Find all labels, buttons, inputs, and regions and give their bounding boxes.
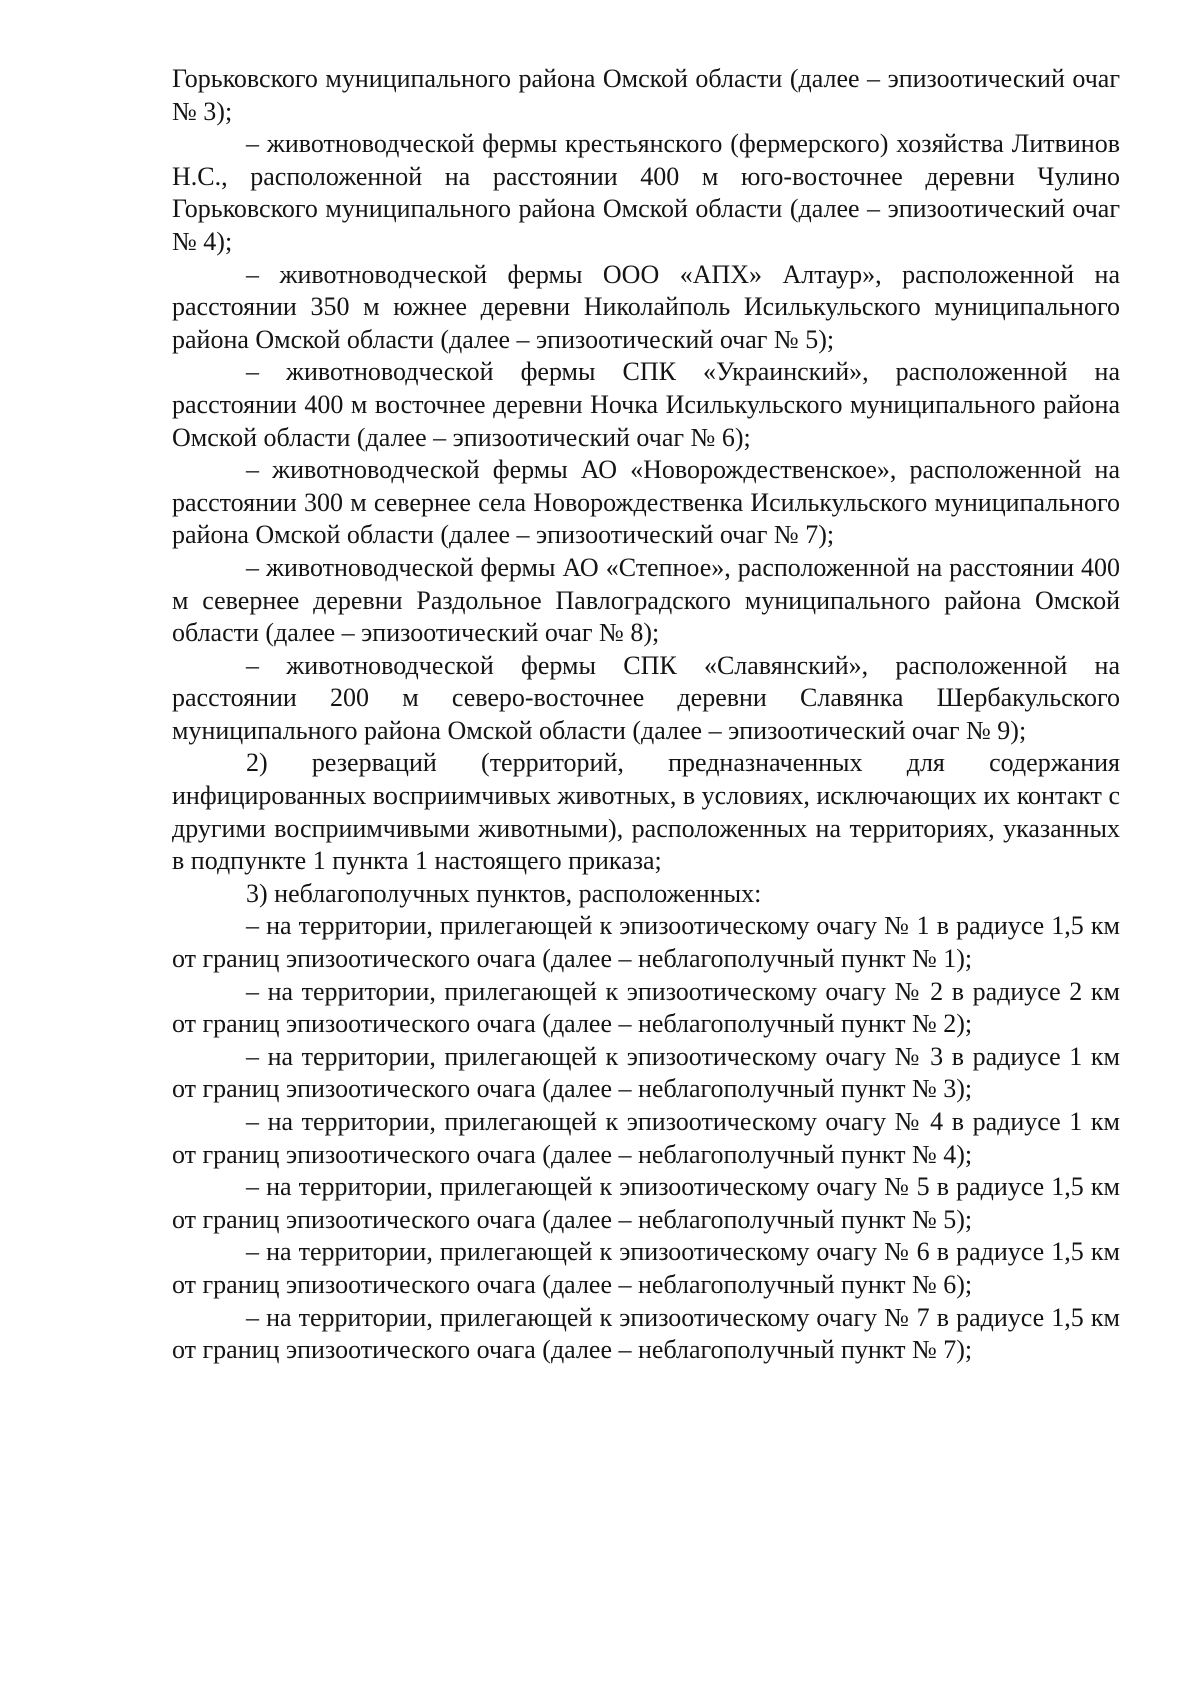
paragraph-affected-point-4: – на территории, прилегающей к эпизоотическому очагу № 4 в радиусе 1 км от границ эпизоотического очага (далее – неблагополучный пункт № 4);: [172, 1107, 1120, 1169]
paragraph-affected-points-heading: 3) неблагополучных пунктов, расположенных:: [246, 878, 762, 908]
paragraph-affected-point-1: – на территории, прилегающей к эпизоотическому очагу № 1 в радиусе 1,5 км от границ эпизоотического очага (далее – неблагополучный пункт № 1);: [172, 911, 1120, 974]
paragraph-outbreak-4: – животноводческой фермы крестьянского (фермерского) хозяйства Литвинов Н.С., расположенной на расстоянии 400 м юго-восточнее деревни Чулино Горьковского муниципального района Омской области (далее – эпизоотический очаг № 4);: [172, 129, 1120, 256]
paragraph-affected-point-7: – на территории, прилегающей к эпизоотическому очагу № 7 в радиусе 1,5 км от границ эпизоотического очага (далее – неблагополучный пункт № 7);: [172, 1302, 1120, 1365]
paragraph-reservations: 2) резерваций (территорий, предназначенных для содержания инфицированных восприимчивых животных, в условиях, исключающих их контакт с другими восприимчивыми животными), расположенных на территориях, указанных в подпункте 1 пункта 1 настоящего приказа;: [172, 748, 1120, 876]
paragraph-affected-point-2: – на территории, прилегающей к эпизоотическому очагу № 2 в радиусе 2 км от границ эпизоотического очага (далее – неблагополучный пункт № 2);: [172, 976, 1120, 1039]
paragraph-outbreak-7: – животноводческой фермы АО «Новорождественское», расположенной на расстоянии 300 м севернее села Новорождественка Исилькульского муниципального района Омской области (далее – эпизоотический очаг № 7);: [172, 455, 1120, 550]
paragraph-affected-point-3: – на территории, прилегающей к эпизоотическому очагу № 3 в радиусе 1 км от границ эпизоотического очага (далее – неблагополучный пункт № 3);: [172, 1041, 1120, 1104]
paragraph-outbreak-8: – животноводческой фермы АО «Степное», расположенной на расстоянии 400 м севернее деревни Раздольное Павлоградского муниципального района Омской области (далее – эпизоотический очаг № 8);: [172, 552, 1120, 648]
paragraph-affected-point-6: – на территории, прилегающей к эпизоотическому очагу № 6 в радиусе 1,5 км от границ эпизоотического очага (далее – неблагополучный пункт № 6);: [172, 1237, 1120, 1299]
document-body: [172, 63, 1120, 1367]
paragraph-outbreak-5: – животноводческой фермы ООО «АПХ» Алтаур», расположенной на расстоянии 350 м южнее деревни Николайполь Исилькульского муниципального района Омской области (далее – эпизоотический очаг № 5);: [172, 259, 1120, 354]
paragraph-outbreak-9: – животноводческой фермы СПК «Славянский», расположенной на расстоянии 200 м северо-восточнее деревни Славянка Шербакульского муниципального района Омской области (далее – эпизоотический очаг № 9);: [172, 650, 1120, 745]
paragraph-affected-point-5: – на территории, прилегающей к эпизоотическому очагу № 5 в радиусе 1,5 км от границ эпизоотического очага (далее – неблагополучный пункт № 5);: [172, 1172, 1120, 1234]
paragraph-continuation: Горьковского муниципального района Омской области (далее – эпизоотический очаг № 3);: [172, 64, 1120, 126]
paragraph-outbreak-6: – животноводческой фермы СПК «Украинский», расположенной на расстоянии 400 м восточнее деревни Ночка Исилькульского муниципального района Омской области (далее – эпизоотический очаг № 6);: [172, 357, 1120, 452]
